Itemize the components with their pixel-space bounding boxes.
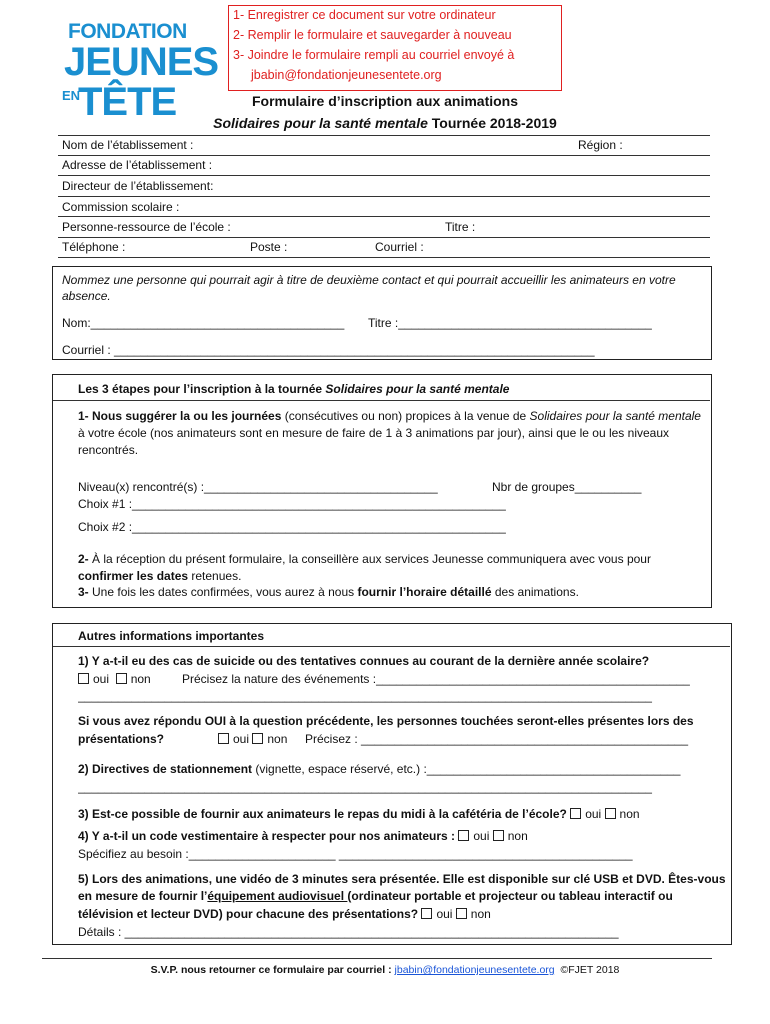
footer bbox=[0, 964, 770, 976]
q1b-oui-label: oui bbox=[233, 732, 250, 746]
q4-text: 4) Y a-t-il un code vestimentaire à respecter pour nos animateurs : bbox=[78, 829, 456, 843]
question-1b-line2: présentations? bbox=[78, 732, 165, 746]
q2-blank-line[interactable]: ______________________________________________________________________________________ bbox=[78, 780, 652, 794]
steps-heading-italic: Solidaires pour la santé mentale bbox=[325, 382, 510, 396]
logo-line3: TÊTE bbox=[78, 80, 177, 124]
q5-non-checkbox[interactable] bbox=[456, 908, 467, 919]
q1-blank-line[interactable]: ______________________________________________________________________________________ bbox=[78, 689, 652, 703]
field-ressource[interactable]: Personne-ressource de l’école : bbox=[62, 220, 231, 234]
niveaux-field[interactable]: Niveau(x) rencontré(s) :___________________________________ bbox=[78, 480, 438, 494]
question-1b: Si vous avez répondu OUI à la question précédente, les personnes touchées seront-elles présentes lors des bbox=[78, 714, 694, 728]
step-1 bbox=[78, 408, 708, 459]
field-poste[interactable]: Poste : bbox=[250, 240, 288, 254]
q4-non-checkbox[interactable] bbox=[493, 830, 504, 841]
field-directeur[interactable]: Directeur de l’établissement: bbox=[62, 179, 214, 193]
specifiez-field[interactable]: Spécifiez au besoin :______________________ ____________________________________________ bbox=[78, 847, 633, 861]
instruction-1: 1- Enregistrer ce document sur votre ordinateur bbox=[233, 8, 496, 22]
logo-line2: JEUNES bbox=[64, 40, 219, 84]
second-contact-intro: Nommez une personne qui pourrait agir à titre de deuxième contact et qui pourrait accueillir les animateurs en votre absence. bbox=[62, 273, 676, 303]
footer-email-link[interactable]: jbabin@fondationjeunesentete.org bbox=[394, 964, 555, 976]
q1-oui-label: oui bbox=[93, 672, 110, 686]
instruction-2: 2- Remplir le formulaire et sauvegarder à nouveau bbox=[233, 28, 512, 42]
q5-2u: équipement audiovisuel bbox=[207, 889, 348, 903]
question-3 bbox=[78, 807, 640, 821]
second-contact-courriel[interactable]: Courriel : ________________________________________________________________________ bbox=[62, 343, 595, 357]
q1b-options bbox=[218, 732, 287, 746]
field-telephone[interactable]: Téléphone : bbox=[62, 240, 126, 254]
instruction-3: 3- Joindre le formulaire rempli au courriel envoyé à bbox=[233, 48, 515, 62]
autres-heading: Autres informations importantes bbox=[78, 629, 265, 643]
footer-text: S.V.P. nous retourner ce formulaire par courriel : bbox=[150, 964, 395, 976]
field-titre[interactable]: Titre : bbox=[445, 220, 476, 234]
field-adresse[interactable]: Adresse de l’établissement : bbox=[62, 158, 213, 172]
step3-bold2: fournir l’horaire détaillé bbox=[357, 585, 492, 599]
subtitle-rest: Tournée 2018-2019 bbox=[427, 115, 557, 131]
precisez-nature-field[interactable]: Précisez la nature des événements :_______________________________________________ bbox=[182, 672, 690, 686]
details-field[interactable]: Détails : __________________________________________________________________________ bbox=[78, 925, 619, 939]
q5-oui-checkbox[interactable] bbox=[421, 908, 432, 919]
q1-non-label: non bbox=[130, 672, 151, 686]
question-1: 1) Y a-t-il eu des cas de suicide ou des tentatives connues au courant de la dernière année scolaire? bbox=[78, 654, 650, 668]
step1-a: (consécutives ou non) propices à la venue de bbox=[281, 409, 530, 423]
second-contact-titre[interactable]: Titre :______________________________________ bbox=[368, 316, 652, 330]
question-5-line3 bbox=[78, 907, 491, 921]
subtitle-italic: Solidaires pour la santé mentale bbox=[213, 115, 428, 131]
instructions-box bbox=[228, 5, 562, 91]
field-commission[interactable]: Commission scolaire : bbox=[62, 200, 180, 214]
groupes-field[interactable]: Nbr de groupes__________ bbox=[492, 480, 642, 494]
q2-bold: 2) Directives de stationnement bbox=[78, 762, 253, 776]
step1-b: à votre école (nos animateurs sont en mesure de faire de 1 à 3 animations par jour), ainsi que le ou les niveaux rencontrés. bbox=[78, 426, 669, 457]
step1-italic: Solidaires pour la santé mentale bbox=[529, 409, 701, 423]
logo-line1: FONDATION bbox=[68, 20, 187, 43]
q3-oui-label: oui bbox=[585, 807, 602, 821]
step2-b: retenues. bbox=[188, 569, 242, 583]
question-5-line2 bbox=[78, 889, 673, 903]
choix2-field[interactable]: Choix #2 :________________________________________________________ bbox=[78, 520, 506, 534]
steps-heading-pre: Les 3 étapes pour l’inscription à la tournée bbox=[78, 382, 326, 396]
field-region[interactable]: Région : bbox=[578, 138, 623, 152]
q1b-non-checkbox[interactable] bbox=[252, 733, 263, 744]
footer-copyright: ©FJET 2018 bbox=[560, 964, 620, 976]
q1-options bbox=[78, 672, 151, 686]
step-3 bbox=[78, 585, 579, 599]
logo-vertical: EN bbox=[62, 88, 81, 103]
steps-heading bbox=[78, 382, 509, 396]
q3-non-checkbox[interactable] bbox=[605, 808, 616, 819]
field-etablissement[interactable]: Nom de l’établissement : bbox=[62, 138, 194, 152]
q3-oui-checkbox[interactable] bbox=[570, 808, 581, 819]
step-2 bbox=[78, 551, 708, 585]
q1-non-checkbox[interactable] bbox=[116, 673, 127, 684]
step2-a: À la réception du présent formulaire, la conseillère aux services Jeunesse communiquera avec vous pour bbox=[88, 552, 651, 566]
step2-bold: 2- bbox=[78, 552, 89, 566]
q5-2b: (ordinateur portable et projecteur ou tableau interactif ou bbox=[347, 889, 673, 903]
step3-b: des animations. bbox=[491, 585, 579, 599]
step3-bold: 3- bbox=[78, 585, 89, 599]
q1b-oui-checkbox[interactable] bbox=[218, 733, 229, 744]
q4-oui-label: oui bbox=[473, 829, 490, 843]
instruction-email: jbabin@fondationjeunesentete.org bbox=[251, 68, 442, 82]
q4-non-label: non bbox=[507, 829, 528, 843]
form-subtitle bbox=[0, 115, 770, 131]
q4-oui-checkbox[interactable] bbox=[458, 830, 469, 841]
choix1-field[interactable]: Choix #1 :________________________________________________________ bbox=[78, 497, 506, 511]
q2-rest[interactable]: (vignette, espace réservé, etc.) :______________________________________ bbox=[252, 762, 681, 776]
q3-non-label: non bbox=[619, 807, 640, 821]
question-4 bbox=[78, 829, 528, 843]
q5-non-label: non bbox=[470, 907, 491, 921]
q3-text: 3) Est-ce possible de fournir aux animateurs le repas du midi à la cafétéria de l’école? bbox=[78, 807, 567, 821]
q5-3: télévision et lecteur DVD) pour chacune des présentations? bbox=[78, 907, 419, 921]
step1-bold: 1- Nous suggérer la ou les journées bbox=[78, 409, 282, 423]
q5-oui-label: oui bbox=[436, 907, 453, 921]
q1b-precisez-field[interactable]: Précisez : _________________________________________________ bbox=[305, 732, 689, 746]
question-2 bbox=[78, 762, 680, 776]
field-courriel[interactable]: Courriel : bbox=[375, 240, 424, 254]
second-contact-nom[interactable]: Nom:______________________________________ bbox=[62, 316, 345, 330]
step3-a: Une fois les dates confirmées, vous aurez à nous bbox=[88, 585, 358, 599]
q5-2a: en mesure de fournir l’ bbox=[78, 889, 208, 903]
question-5-line1: 5) Lors des animations, une vidéo de 3 minutes sera présentée. Elle est disponible sur clé USB et DVD. Êtes-vous bbox=[78, 872, 726, 886]
q1b-non-label: non bbox=[267, 732, 288, 746]
step2-bold2: confirmer les dates bbox=[78, 569, 189, 583]
form-title: Formulaire d’inscription aux animations bbox=[251, 93, 519, 109]
q1-oui-checkbox[interactable] bbox=[78, 673, 89, 684]
